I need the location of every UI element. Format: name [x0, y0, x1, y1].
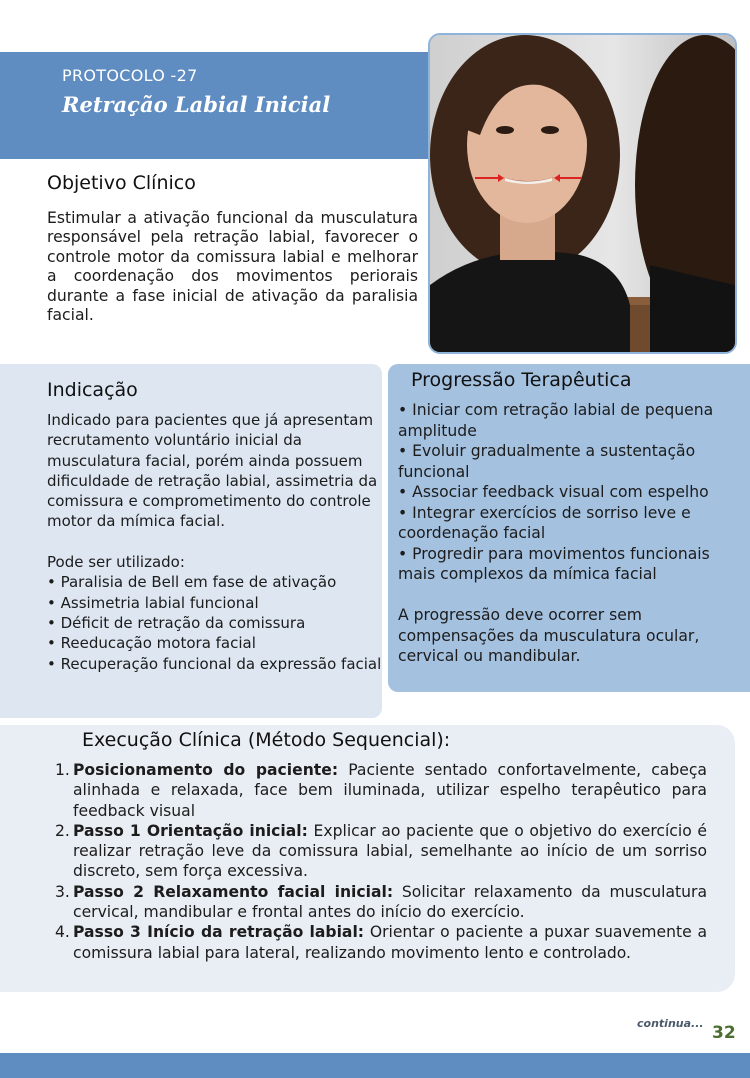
indication-spacer	[47, 532, 383, 552]
woman-mirror-lip-retraction-photo	[428, 33, 737, 354]
list-item: • Iniciar com retração labial de pequena amplitude	[398, 401, 714, 440]
list-item: • Reeducação motora facial	[47, 634, 256, 653]
progression-list	[398, 400, 738, 585]
progression-heading: Progressão Terapêutica	[411, 369, 632, 391]
list-item: • Assimetria labial funcional	[47, 593, 259, 612]
step-text: Solicitar relaxamento da musculatura cervical, mandibular e frontal antes do início do exercício.	[73, 882, 707, 922]
page-number: 32	[712, 1023, 736, 1043]
execution-heading: Execução Clínica (Método Sequencial):	[82, 729, 451, 751]
execution-steps	[55, 760, 707, 963]
objective-heading: Objetivo Clínico	[47, 172, 196, 194]
step-title: Posicionamento do paciente:	[73, 761, 339, 779]
list-item: • Associar feedback visual com espelho	[398, 483, 709, 501]
indication-intro: Indicado para pacientes que já apresentam recrutamento voluntário inicial da musculatura facial, porém ainda possuem dificuldade de retração labial, assimetria da comissura e comprometimento do controle motor da mímica facial.	[47, 411, 378, 531]
step-title: Passo 1 Orientação inicial:	[73, 821, 308, 840]
indication-heading: Indicação	[47, 379, 138, 401]
execution-step	[55, 760, 707, 821]
step-number: 2.	[55, 821, 70, 840]
protocol-title: Retração Labial Inicial	[62, 92, 331, 117]
indication-list	[47, 572, 383, 673]
step-text: Orientar o paciente a puxar suavemente a comissura labial para lateral, realizando movimento lento e controlado.	[73, 923, 707, 962]
execution-step	[55, 922, 707, 963]
execution-step	[55, 882, 707, 923]
step-number: 4.	[55, 923, 70, 942]
progression-note: A progressão deve ocorrer sem compensações da musculatura ocular, cervical ou mandibular.	[398, 606, 700, 665]
progression-spacer	[398, 585, 738, 606]
progression-body	[398, 400, 738, 667]
protocol-label: PROTOCOLO -27	[62, 66, 198, 85]
list-item: • Integrar exercícios de sorriso leve e coordenação facial	[398, 503, 691, 542]
continue-label: continua...	[637, 1017, 704, 1030]
step-title: Passo 2 Relaxamento facial inicial:	[73, 882, 394, 901]
execution-step	[55, 821, 707, 882]
step-title: Passo 3 Início da retração labial:	[73, 923, 365, 942]
step-number: 3.	[55, 882, 70, 901]
list-item: • Progredir para movimentos funcionais mais complexos da mímica facial	[398, 544, 710, 583]
step-text: Paciente sentado confortavelmente, cabeça alinhada e relaxada, face bem iluminada, utilizar espelho terapêutico para feedback visual	[73, 761, 707, 820]
list-item: • Paralisia de Bell em fase de ativação	[47, 573, 337, 592]
step-number: 1.	[55, 761, 70, 779]
indication-body	[47, 410, 383, 674]
indication-list-intro: Pode ser utilizado:	[47, 553, 185, 572]
objective-text: Estimular a ativação funcional da musculatura responsável pela retração labial, favorecer o controle motor da comissura labial e melhorar a coordenação dos movimentos periorais durante a fase inicial de ativação da paralisia facial.	[47, 209, 418, 325]
step-text: Explicar ao paciente que o objetivo do exercício é realizar retração leve da comissura labial, semelhante ao início de um sorriso discreto, sem força excessiva.	[73, 821, 707, 881]
list-item: • Evoluir gradualmente a sustentação funcional	[398, 442, 696, 481]
footer-band	[0, 1053, 750, 1078]
list-item: • Déficit de retração da comissura	[47, 613, 306, 632]
list-item: • Recuperação funcional da expressão facial	[47, 654, 382, 673]
